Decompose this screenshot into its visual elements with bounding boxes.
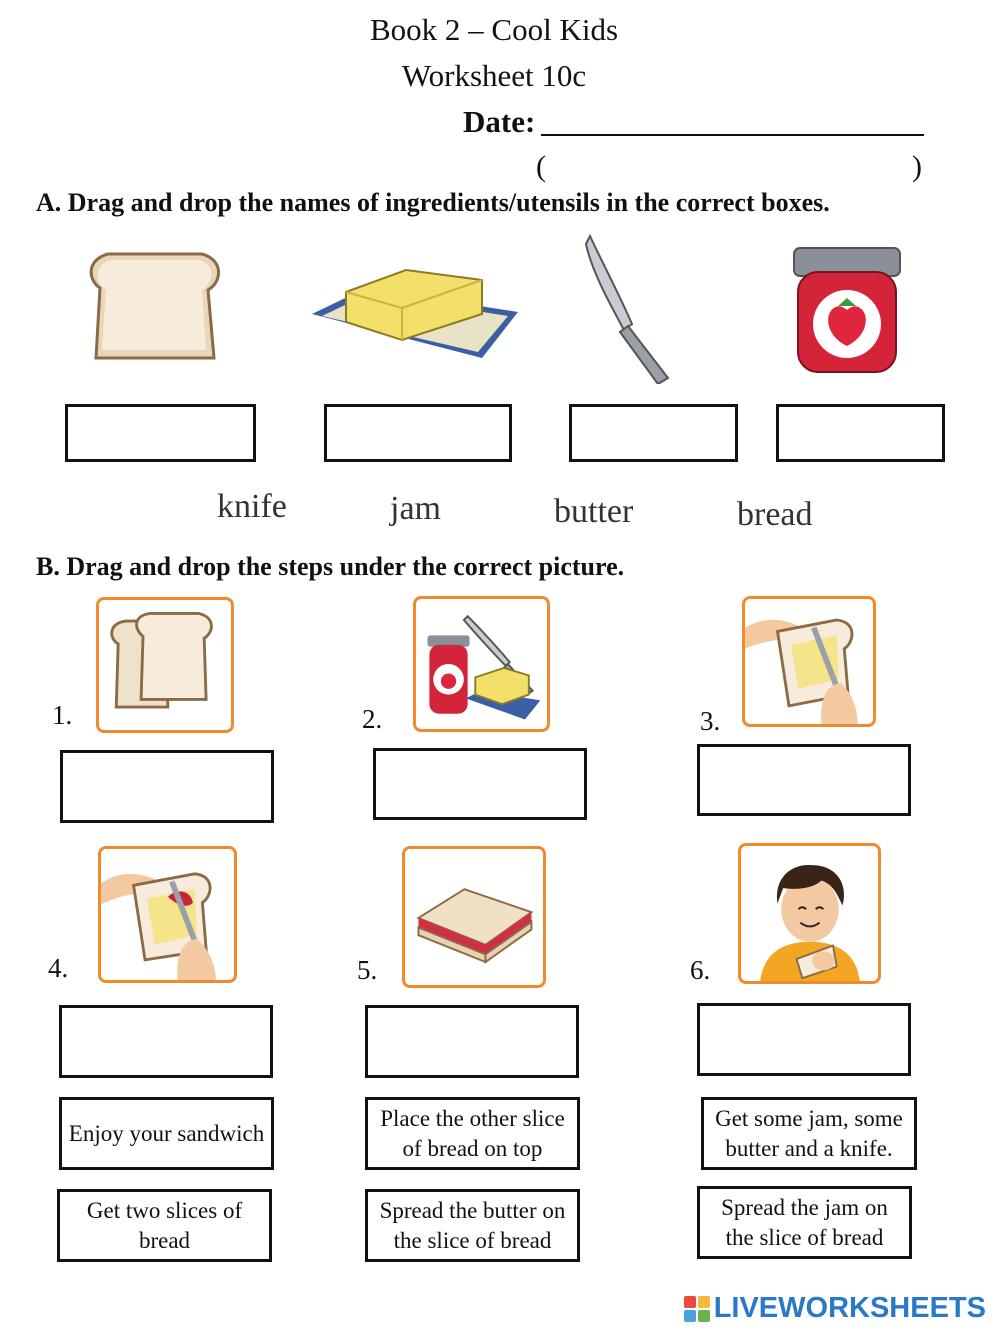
bread-slice-icon [84, 250, 224, 365]
step-number-3: 3. [700, 706, 721, 736]
step-number-4: 4. [48, 953, 69, 983]
section-a-instruction: A. Drag and drop the names of ingredients/utensils in the correct boxes. [36, 188, 830, 217]
word-butter[interactable]: butter [554, 493, 634, 530]
paren-close: ) [912, 150, 922, 183]
word-bread[interactable]: bread [737, 496, 813, 533]
worksheet-subtitle: Worksheet 10c [401, 58, 587, 93]
spreading-butter-icon [742, 596, 876, 727]
word-jam[interactable]: jam [390, 490, 441, 527]
step-number-1: 1. [52, 700, 73, 730]
logo-square-2 [698, 1296, 710, 1308]
date-line [541, 134, 924, 136]
answer-box-butter[interactable] [324, 404, 512, 462]
knife-icon [580, 232, 676, 384]
answer-box-step-6[interactable] [697, 1003, 911, 1076]
paren-open: ( [536, 150, 546, 183]
sandwich-icon [402, 846, 546, 988]
step-number-5: 5. [357, 955, 378, 985]
answer-box-bread[interactable] [65, 404, 256, 462]
answer-box-step-2[interactable] [373, 748, 587, 820]
worksheet-title: Book 2 – Cool Kids [369, 12, 619, 47]
step-card-spread-butter[interactable]: Spread the butter on the slice of bread [365, 1189, 580, 1262]
step-card-get-two-slices[interactable]: Get two slices of bread [57, 1189, 272, 1262]
date-label: Date: [463, 104, 536, 139]
answer-box-step-3[interactable] [697, 744, 911, 816]
spreading-jam-icon [98, 846, 237, 983]
step-card-place-other-slice[interactable]: Place the other slice of bread on top [365, 1097, 580, 1170]
two-bread-slices-icon [96, 597, 234, 733]
butter-icon [306, 262, 526, 372]
step-number-2: 2. [362, 704, 383, 734]
step-card-spread-jam[interactable]: Spread the jam on the slice of bread [697, 1186, 912, 1259]
answer-box-step-4[interactable] [59, 1005, 273, 1078]
logo-square-1 [684, 1296, 696, 1308]
answer-box-knife[interactable] [569, 404, 738, 462]
jam-jar-icon [788, 244, 906, 376]
boy-eating-icon [738, 843, 881, 984]
answer-box-step-5[interactable] [365, 1005, 579, 1078]
jam-butter-knife-icon [413, 596, 550, 732]
section-b-instruction: B. Drag and drop the steps under the correct picture. [36, 552, 625, 581]
word-knife[interactable]: knife [217, 488, 287, 525]
logo-square-4 [698, 1310, 710, 1322]
liveworksheets-brand[interactable] [684, 1292, 986, 1325]
step-card-enjoy-sandwich[interactable]: Enjoy your sandwich [59, 1097, 274, 1170]
brand-name: LIVEWORKSHEETS [713, 1292, 986, 1324]
step-card-get-jam-butter-knife[interactable]: Get some jam, some butter and a knife. [701, 1097, 917, 1170]
step-number-6: 6. [690, 955, 711, 985]
logo-square-3 [684, 1310, 696, 1322]
answer-box-jam[interactable] [776, 404, 945, 462]
liveworksheets-logo-icon [684, 1296, 710, 1322]
answer-box-step-1[interactable] [60, 750, 274, 823]
